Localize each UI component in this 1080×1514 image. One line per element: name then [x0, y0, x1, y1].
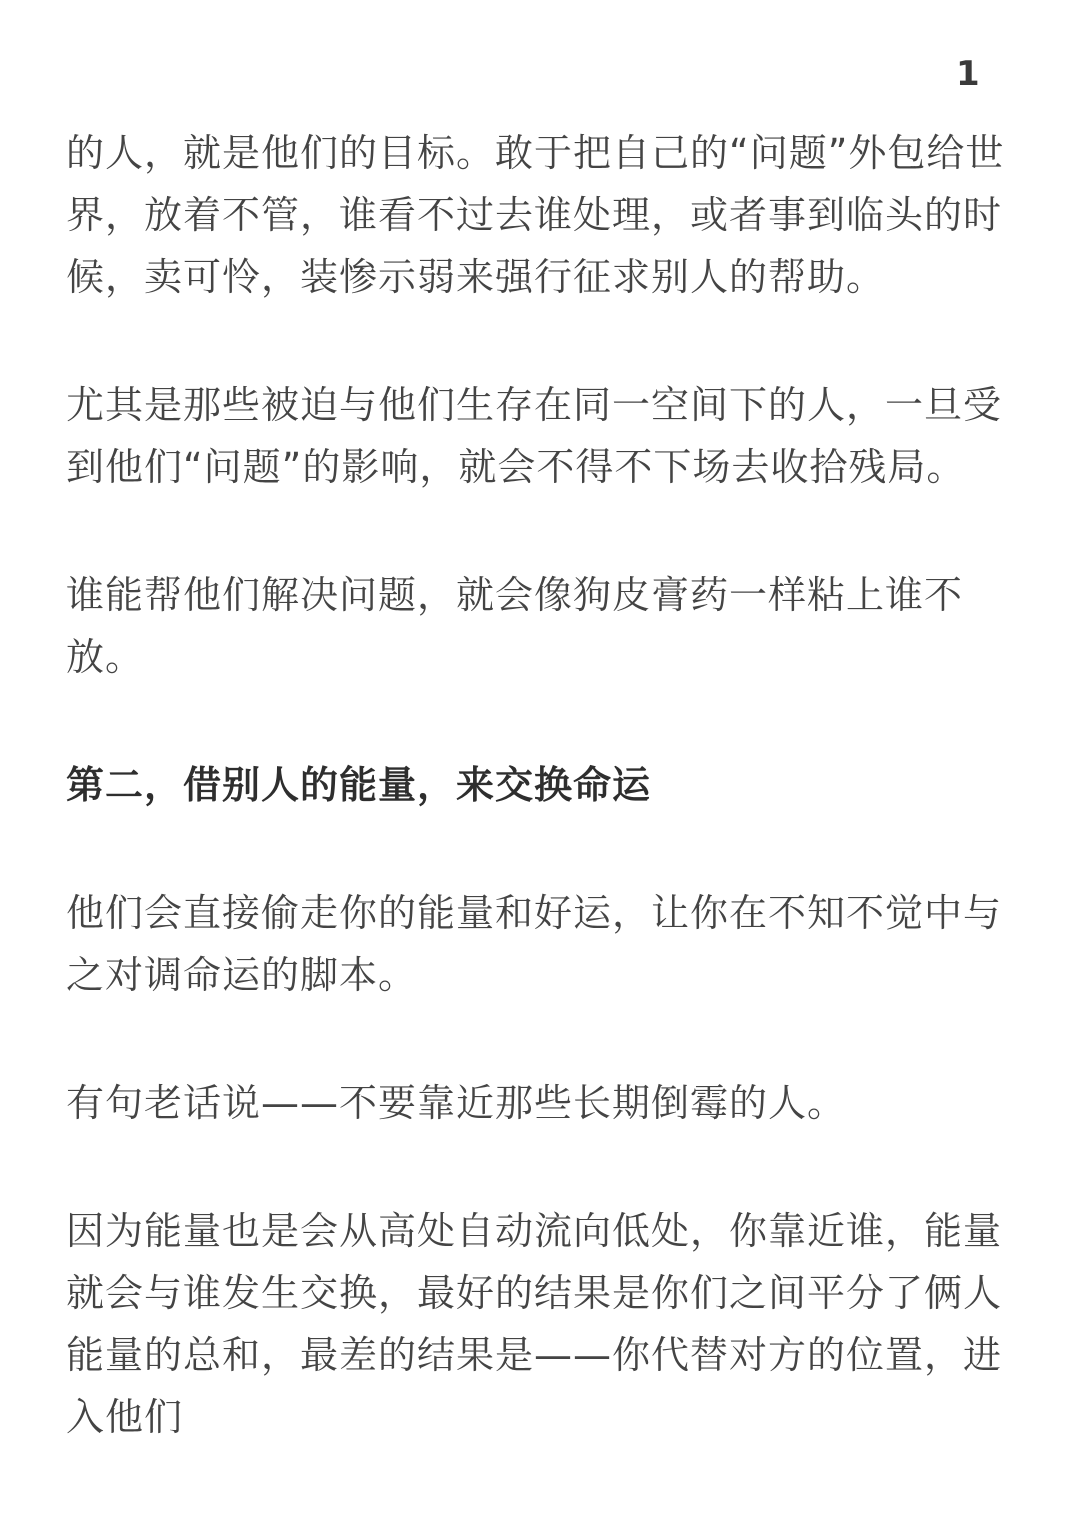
section-heading: 第二，借别人的能量，来交换命运: [66, 763, 652, 807]
article-body: [66, 122, 1026, 1514]
page-number: 1: [956, 54, 980, 94]
paragraph: 谁能帮他们解决问题，就会像狗皮膏药一样粘上谁不放。: [66, 573, 964, 679]
paragraph: 有句老话说——不要靠近那些长期倒霉的人。: [66, 1081, 847, 1125]
paragraph: 尤其是那些被迫与他们生存在同一空间下的人，一旦受到他们“问题”的影响，就会不得不下场去收拾残局。: [66, 383, 1003, 489]
paragraph: 的人，就是他们的目标。敢于把自己的“问题”外包给世界，放着不管，谁看不过去谁处理，或者事到临头的时候，卖可怜，装惨示弱来强行征求别人的帮助。: [66, 131, 1005, 299]
paragraph: 因为能量也是会从高处自动流向低处，你靠近谁，能量就会与谁发生交换，最好的结果是你们之间平分了俩人能量的总和，最差的结果是——你代替对方的位置，进入他们: [66, 1209, 1003, 1439]
paragraph: 他们会直接偷走你的能量和好运，让你在不知不觉中与之对调命运的脚本。: [66, 891, 1003, 997]
